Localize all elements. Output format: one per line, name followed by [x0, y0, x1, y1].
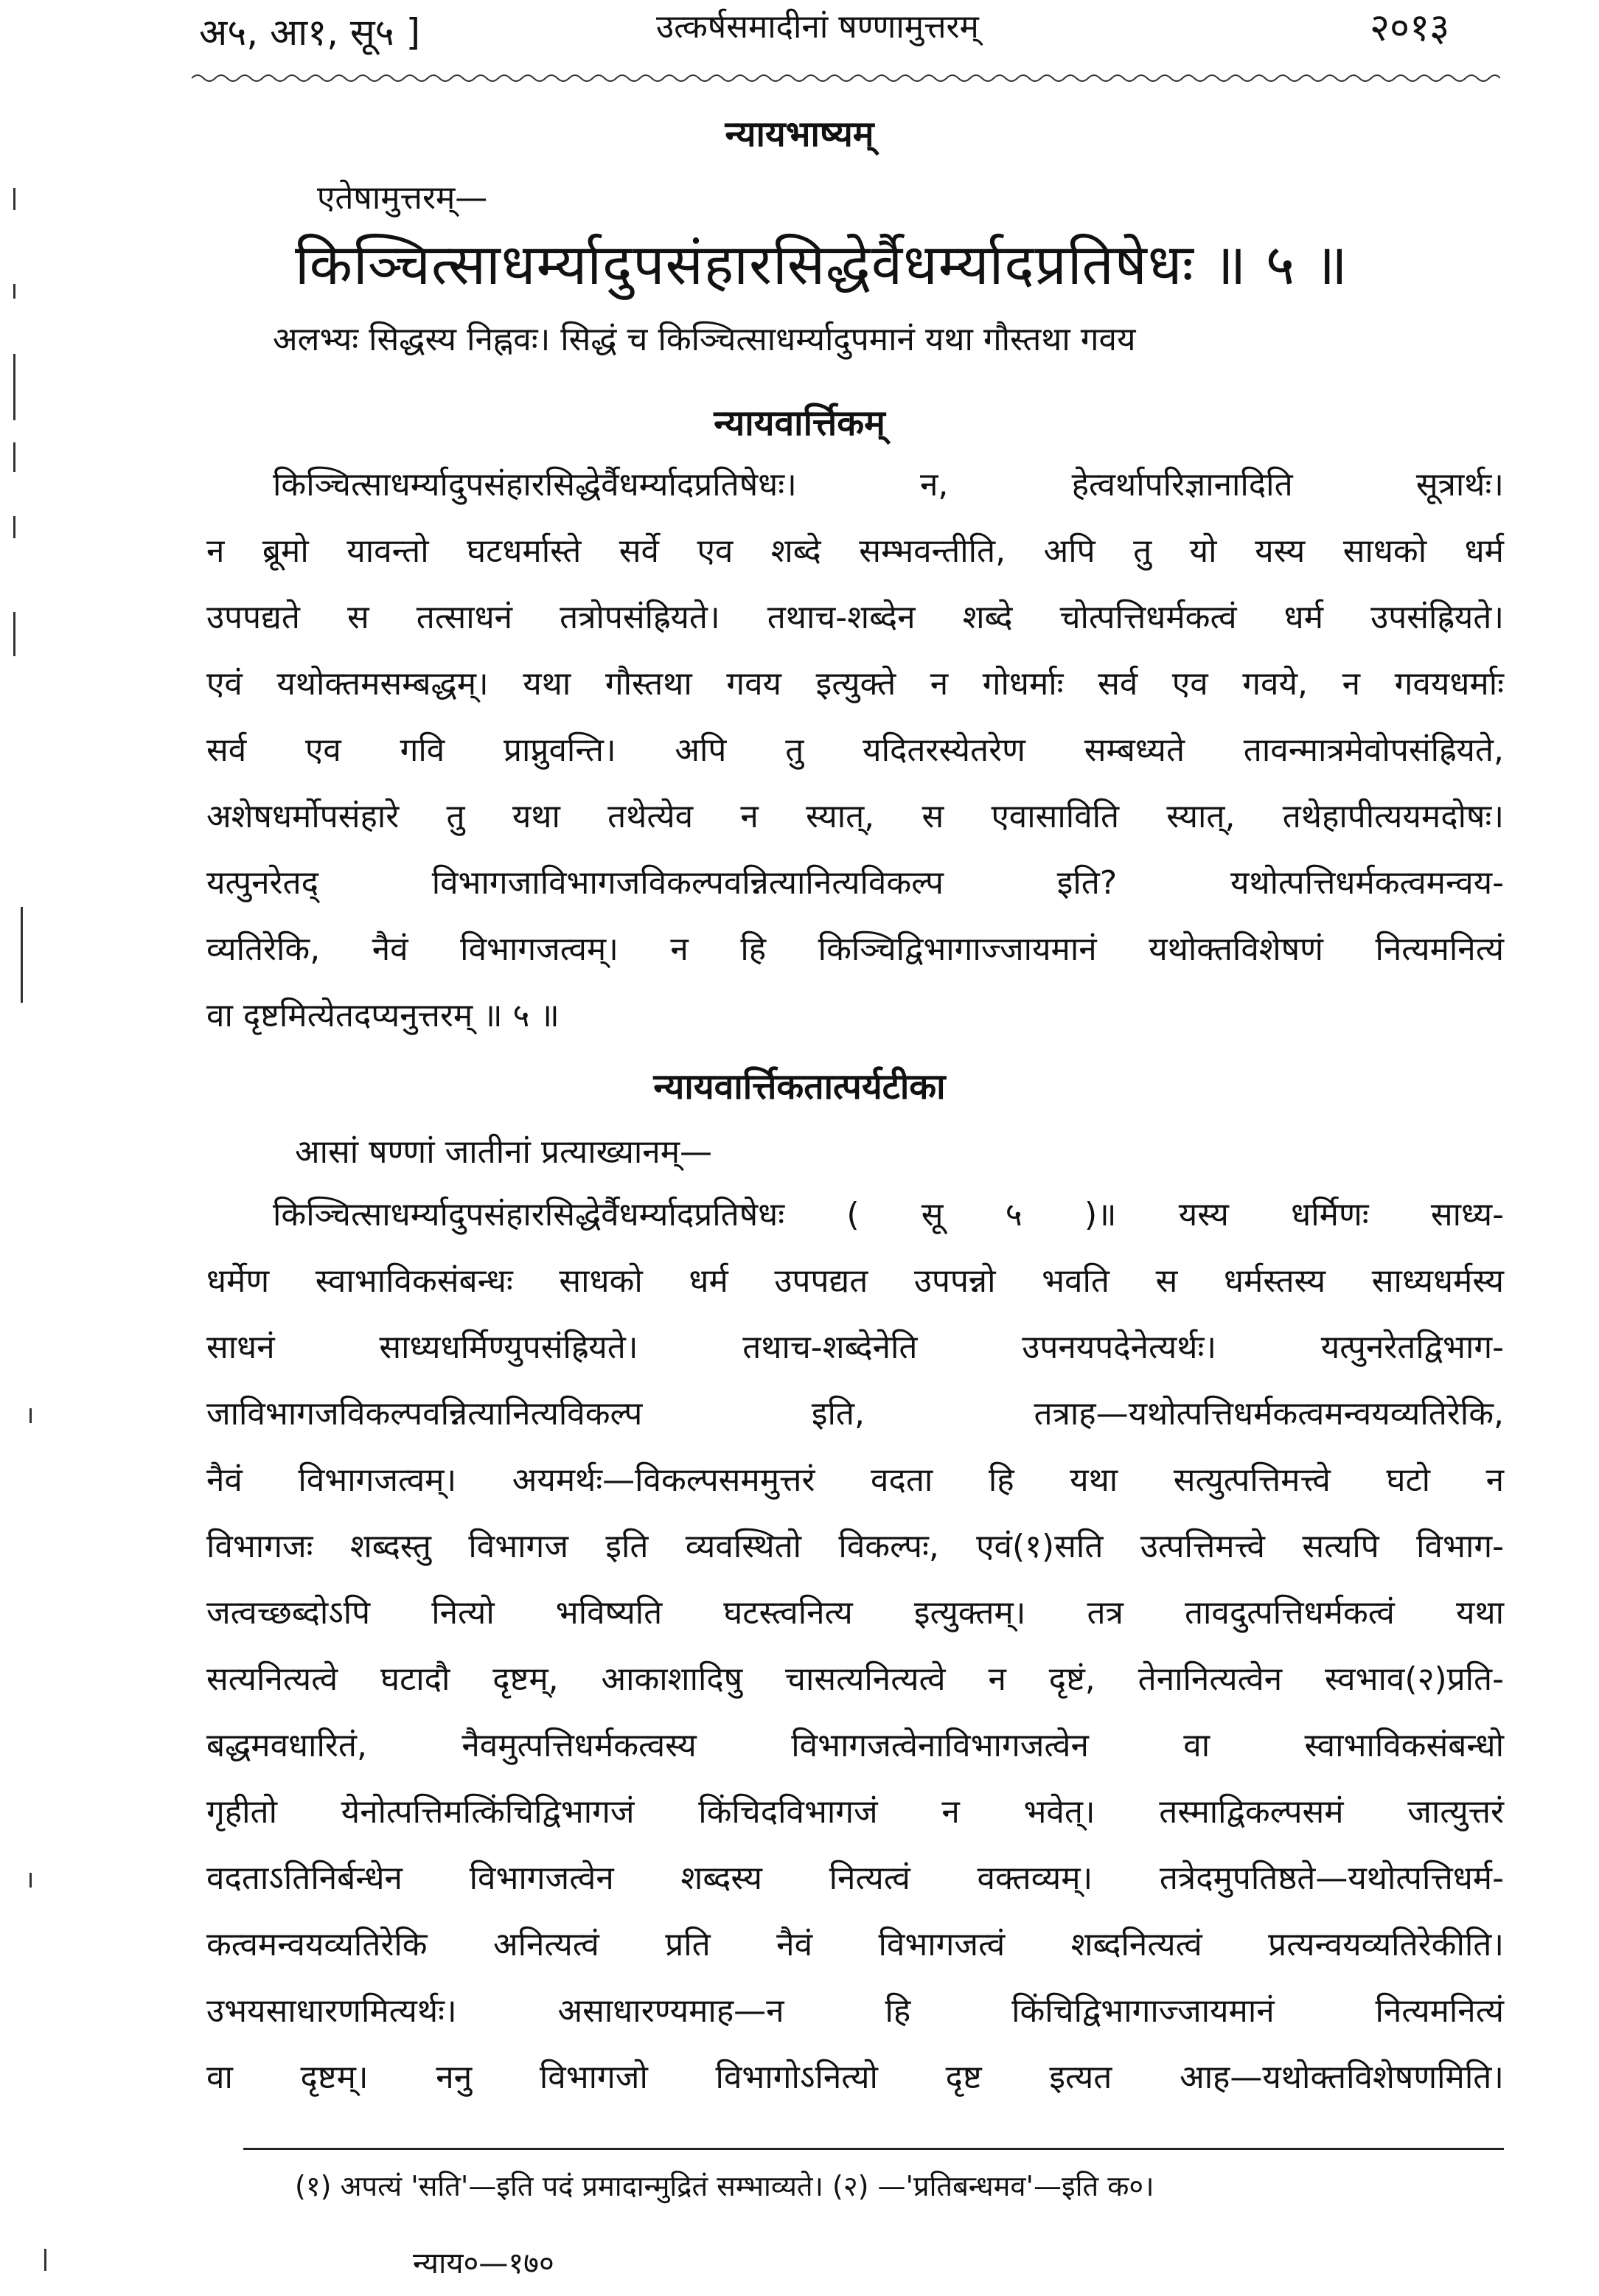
vartika-line: किञ्चित्साधर्म्यादुपसंहारसिद्धेर्वैधर्म्यादप्रतिषेधः। न, हेत्वर्थापरिज्ञानादिति सूत्रार्थः। [273, 466, 1504, 504]
bhashya-heading: न्यायभाष्यम् [725, 114, 874, 155]
vartika-line: वा दृष्टमित्येतदप्यनुत्तरम् ॥ ५ ॥ [206, 997, 560, 1034]
margin-mark [44, 2249, 46, 2271]
footnote: (१) अपत्यं 'सति'—इति पदं प्रमादान्मुद्रितं सम्भाव्यते। (२) —'प्रतिबन्धमव'—इति क०। [295, 2170, 1154, 2202]
footnote-rule [243, 2148, 1504, 2150]
header-wavy-rule [192, 72, 1500, 84]
tika-heading: न्यायवार्त्तिकतात्पर्यटीका [653, 1066, 946, 1107]
tika-intro: आसां षण्णां जातीनां प्रत्याख्यानम्— [295, 1133, 713, 1171]
margin-mark [13, 516, 15, 538]
tika-line: कत्वमन्वयव्यतिरेकि अनित्यत्वं प्रति नैवं विभागजत्वं शब्दनित्यत्वं प्रत्यन्वयव्यतिरेकीति। [206, 1926, 1504, 1963]
tika-line: जाविभागजविकल्पवन्नित्यानित्यविकल्प इति, तत्राह—यथोत्पत्तिधर्मकत्वमन्वयव्यतिरेकि, [206, 1395, 1504, 1433]
page-number: २०१३ [1370, 6, 1450, 50]
tika-line: सत्यनित्यत्वे घटादौ दृष्टम्, आकाशादिषु चासत्यनित्यत्वे न दृष्टं, तेनानित्यत्वेन स्वभाव(२)प्रति- [206, 1660, 1504, 1698]
bhashya-intro: एतेषामुत्तरम्— [317, 179, 488, 217]
margin-mark [29, 1408, 32, 1423]
vartika-line: अशेषधर्मोपसंहारे तु यथा तथेत्येव न स्यात्, स एवासाविति स्यात्, तथेहापीत्ययमदोषः। [206, 798, 1504, 835]
margin-mark [13, 284, 15, 299]
vartika-line: सर्व एव गवि प्राप्नुवन्ति। अपि तु यदितरस्येतरेण सम्बध्यते तावन्मात्रमेवोपसंह्रियते, [206, 731, 1504, 769]
vartika-line: न ब्रूमो यावन्तो घटधर्मास्ते सर्वे एव शब्दे सम्भवन्तीति, अपि तु यो यस्य साधको धर्म [206, 532, 1504, 570]
margin-mark [13, 442, 15, 472]
tika-line: जत्वच्छब्दोऽपि नित्यो भविष्यति घटस्त्वनित्य इत्युक्तम्। तत्र तावदुत्पत्तिधर्मकत्वं यथा [206, 1594, 1504, 1632]
tika-line: साधनं साध्यधर्मिण्युपसंह्रियते। तथाच-शब्देनेति उपनयपदेनेत्यर्थः। यत्पुनरेतद्विभाग- [206, 1329, 1504, 1366]
margin-mark [29, 1873, 32, 1888]
tika-line: गृहीतो येनोत्पत्तिमत्किंचिद्विभागजं किंचिदविभागजं न भवेत्। तस्माद्विकल्पसमं जात्युत्तरं [206, 1793, 1504, 1831]
tika-line: बद्धमवधारितं, नैवमुत्पत्तिधर्मकत्वस्य विभागजत्वेनाविभागजत्वेन वा स्वाभाविकसंबन्धो [206, 1727, 1504, 1764]
bhashya-line: अलभ्यः सिद्धस्य निह्नवः। सिद्धं च किञ्चित्साधर्म्यादुपमानं यथा गौस्तथा गवय [273, 321, 1136, 358]
signature-mark: न्याय०—१७० [413, 2247, 554, 2281]
vartika-line: यत्पुनरेतद् विभागजाविभागजविकल्पवन्नित्यानित्यविकल्प इति? यथोत्पत्तिधर्मकत्वमन्वय- [206, 864, 1504, 902]
tika-line: वदताऽतिनिर्बन्धेन विभागजत्वेन शब्दस्य नित्यत्वं वक्तव्यम्। तत्रेदमुपतिष्ठते—यथोत्पत्तिधर्म- [206, 1860, 1504, 1897]
tika-line: धर्मेण स्वाभाविकसंबन्धः साधको धर्म उपपद्यत उपपन्नो भवति स धर्मस्तस्य साध्यधर्मस्य [206, 1262, 1504, 1300]
tika-line: किञ्चित्साधर्म्यादुपसंहारसिद्धेर्वैधर्म्यादप्रतिषेधः ( सू ५ )॥ यस्य धर्मिणः साध्य- [273, 1196, 1504, 1234]
vartika-line: व्यतिरेकि, नैवं विभागजत्वम्। न हि किञ्चिद्विभागाज्जायमानं यथोक्तविशेषणं नित्यमनित्यं [206, 930, 1504, 968]
tika-line: वा दृष्टम्। ननु विभागजो विभागोऽनित्यो दृष्ट इत्यत आह—यथोक्तविशेषणमिति। [206, 2059, 1504, 2096]
tika-line: विभागजः शब्दस्तु विभागज इति व्यवस्थितो विकल्पः, एवं(१)सति उत्पत्तिमत्त्वे सत्यपि विभाग- [206, 1528, 1504, 1565]
header-title: उत्कर्षसमादीनां षण्णामुत्तरम् [656, 8, 979, 46]
vartika-line: एवं यथोक्तमसम्बद्धम्। यथा गौस्तथा गवय इत्युक्ते न गोधर्माः सर्व एव गवये, न गवयधर्माः [206, 665, 1504, 703]
vartika-heading: न्यायवार्त्तिकम् [714, 403, 885, 444]
vartika-line: उपपद्यते स तत्साधनं तत्रोपसंह्रियते। तथाच-शब्देन शब्दे चोत्पत्तिधर्मकत्वं धर्म उपसंह्रियते। [206, 599, 1504, 636]
margin-mark [13, 612, 15, 656]
margin-mark [13, 188, 15, 210]
sutra-text: किञ्चित्साधर्म्यादुपसंहारसिद्धेर्वैधर्म्यादप्रतिषेधः ॥ ५ ॥ [295, 232, 1348, 297]
tika-line: उभयसाधारणमित्यर्थः। असाधारण्यमाह—न हि किंचिद्विभागाज्जायमानं नित्यमनित्यं [206, 1992, 1504, 2030]
header-section-ref: अ५, आ१, सू५ ] [199, 11, 421, 54]
tika-line: नैवं विभागजत्वम्। अयमर्थः—विकल्पसममुत्तरं वदता हि यथा सत्युत्पत्तिमत्त्वे घटो न [206, 1461, 1504, 1499]
margin-mark [21, 907, 23, 1003]
